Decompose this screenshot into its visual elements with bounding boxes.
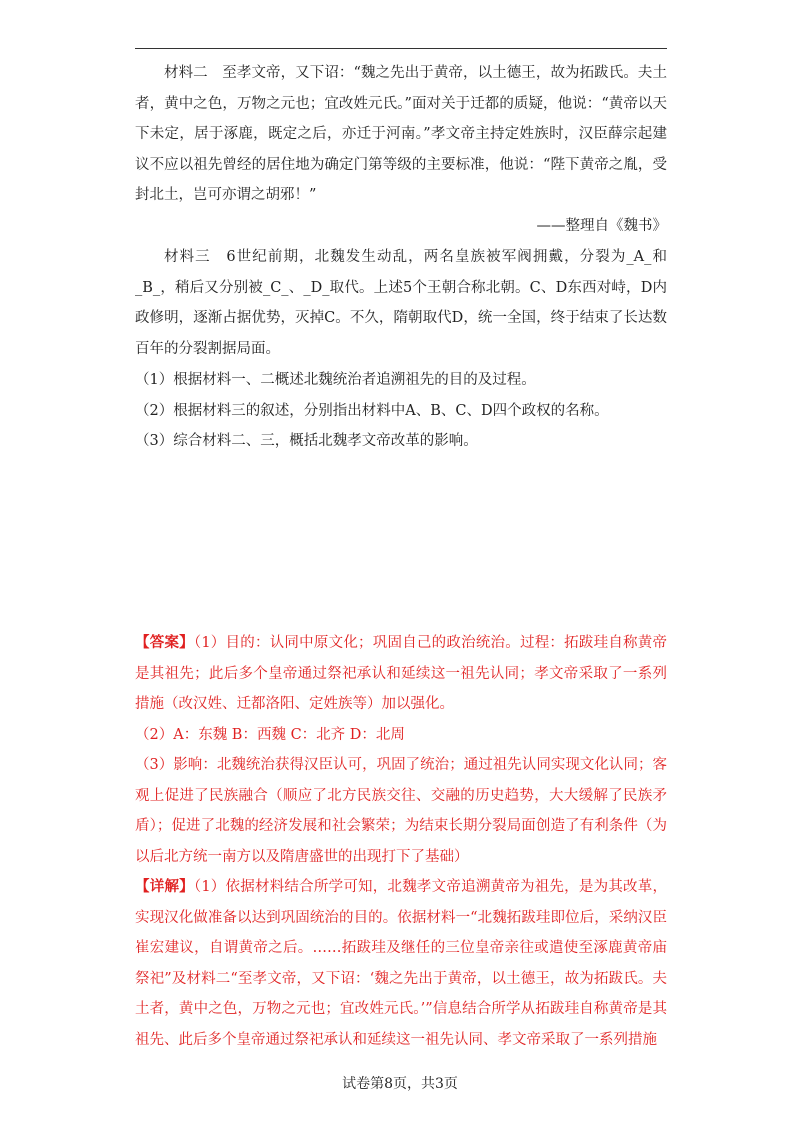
material-two-text: 材料二 至孝文帝，又下诏：“魏之先出于黄帝，以土德王，故为拓跋氏。夫土者，黄中之色，万物之元也；宜改姓元氏。”面对关于迁都的质疑，他说：“黄帝以天下未定，居于涿鹿，既定之后，亦迁于河南。”孝文帝主持定姓族时，汉臣薛宗起建议不应以祖先曾经的居住地为确定门第等级的主要标准，他说：“陛下黄帝之胤，受封北土，岂可亦谓之胡邪！” [135, 65, 667, 203]
question-1: （1）根据材料一、二概述北魏统治者追溯祖先的目的及过程。 [135, 372, 536, 388]
answer-part-2: （2）A：东魏 B：西魏 C：北齐 D：北周 [135, 726, 405, 743]
detail-text: （1）依据材料结合所学可知，北魏孝文帝追溯黄帝为祖先，是为其改革，实现汉化做准备以达到巩固统治的目的。依据材料一“北魏拓跋珪即位后，采纳汉臣崔宏建议，自谓黄帝之后。……拓跋珪及继任的三位皇帝亲往或遣使至涿鹿黄帝庙祭祀”及材料二“至孝文帝，又下诏：‘魏之先出于黄帝，以土德王，故为拓跋氏。夫土者，黄中之色，万物之元也；宜改姓元氏。’”信息结合所学从拓跋珪自称黄帝是其祖先、此后多个皇帝通过祭祀承认和延续这一祖先认同、孝文帝采取了一系列措施 [135, 879, 667, 1048]
header-rule [135, 48, 667, 49]
material-three [135, 242, 667, 364]
answer-part-3: （3）影响：北魏统治获得汉臣认可，巩固了统治；通过祖先认同实现文化认同；客观上促进了民族融合（顺应了北方民族交往、交融的历史趋势，大大缓解了民族矛盾）；促进了北魏的经济发展和社会繁荣；为结束长期分裂局面创造了有利条件（为以后北方统一南方以及隋唐盛世的出现打下了基础） [135, 757, 667, 865]
material-two-source: ——整理自《魏书》 [536, 217, 667, 234]
answer-section [135, 628, 667, 1055]
question-3: （3）综合材料二、三，概括北魏孝文帝改革的影响。 [135, 433, 478, 449]
question-list [135, 365, 667, 457]
material-three-text: 材料三 6世纪前期，北魏发生动乱，两名皇族被军阀拥戴，分裂为_A_和_B_，稍后又分别被_C_、_D_取代。上述5个王朝合称北朝。C、D东西对峙，D内政修明，逐渐占据优势，灭掉C。不久，隋朝取代D，统一全国，终于结束了长达数百年的分裂割据局面。 [135, 249, 667, 357]
detail-tag: 【详解】 [135, 878, 194, 895]
material-two [135, 58, 667, 241]
page-footer: 试卷第8页，共3页 [342, 1076, 458, 1092]
answer-part-1-text: （1）目的：认同中原文化；巩固自己的政治统治。过程：拓跋珪自称黄帝是其祖先；此后多个皇帝通过祭祀承认和延续这一祖先认同；孝文帝采取了一系列措施（改汉姓、迁都洛阳、定姓族等）加以强化。 [135, 635, 667, 712]
detail-paragraph [135, 872, 667, 1055]
answer-tag: 【答案】 [135, 634, 194, 651]
question-2: （2）根据材料三的叙述，分别指出材料中A、B、C、D四个政权的名称。 [135, 402, 609, 419]
answer-part-1 [135, 628, 667, 720]
